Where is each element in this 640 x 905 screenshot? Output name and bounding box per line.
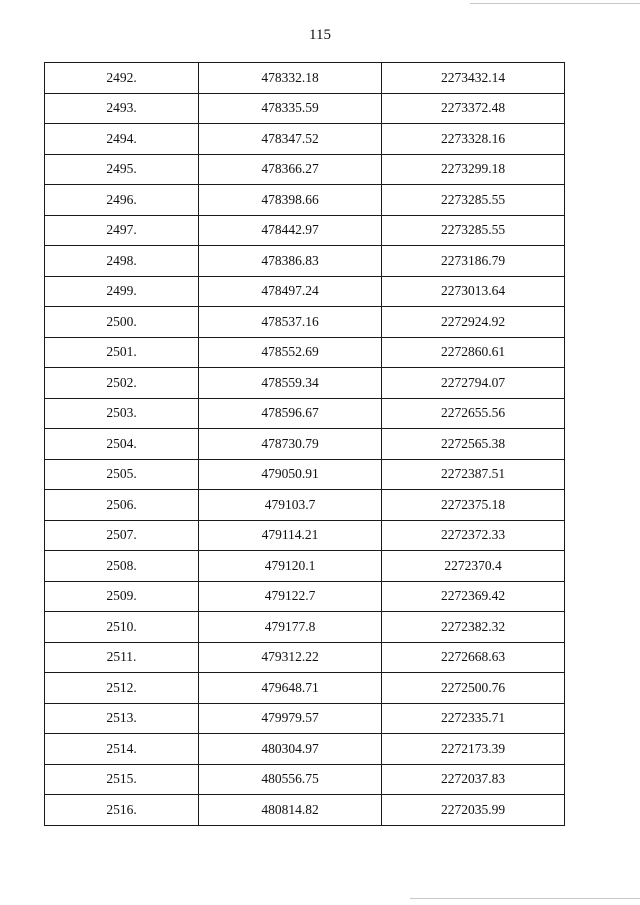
- table-row: [45, 795, 565, 826]
- x-coordinate-cell: 478332.18: [199, 63, 382, 94]
- point-number-cell: 2492.: [45, 63, 199, 94]
- page-number: 115: [309, 27, 331, 43]
- y-coordinate-cell: 2272375.18: [382, 490, 565, 521]
- point-number-cell: 2497.: [45, 215, 199, 246]
- point-number-cell: 2500.: [45, 307, 199, 338]
- table-row: [45, 734, 565, 765]
- point-number-cell: 2502.: [45, 368, 199, 399]
- x-coordinate-cell: 478559.34: [199, 368, 382, 399]
- x-coordinate-cell: 479050.91: [199, 459, 382, 490]
- x-coordinate-cell: 478366.27: [199, 154, 382, 185]
- table-row: [45, 459, 565, 490]
- coordinates-table-body: [45, 63, 565, 826]
- point-number-cell: 2514.: [45, 734, 199, 765]
- table-row: [45, 490, 565, 521]
- y-coordinate-cell: 2272335.71: [382, 703, 565, 734]
- x-coordinate-cell: 478552.69: [199, 337, 382, 368]
- point-number-cell: 2505.: [45, 459, 199, 490]
- table-row: [45, 185, 565, 216]
- y-coordinate-cell: 2272369.42: [382, 581, 565, 612]
- y-coordinate-cell: 2273186.79: [382, 246, 565, 277]
- x-coordinate-cell: 480304.97: [199, 734, 382, 765]
- x-coordinate-cell: 479114.21: [199, 520, 382, 551]
- point-number-cell: 2503.: [45, 398, 199, 429]
- table-row: [45, 581, 565, 612]
- table-row: [45, 673, 565, 704]
- x-coordinate-cell: 479312.22: [199, 642, 382, 673]
- x-coordinate-cell: 480814.82: [199, 795, 382, 826]
- coordinates-table: [44, 62, 565, 826]
- y-coordinate-cell: 2272860.61: [382, 337, 565, 368]
- point-number-cell: 2513.: [45, 703, 199, 734]
- point-number-cell: 2509.: [45, 581, 199, 612]
- y-coordinate-cell: 2272035.99: [382, 795, 565, 826]
- x-coordinate-cell: 479122.7: [199, 581, 382, 612]
- table-row: [45, 93, 565, 124]
- y-coordinate-cell: 2272382.32: [382, 612, 565, 643]
- scan-edge-line-top: [470, 3, 640, 4]
- table-row: [45, 63, 565, 94]
- point-number-cell: 2493.: [45, 93, 199, 124]
- point-number-cell: 2510.: [45, 612, 199, 643]
- point-number-cell: 2508.: [45, 551, 199, 582]
- point-number-cell: 2501.: [45, 337, 199, 368]
- x-coordinate-cell: 478442.97: [199, 215, 382, 246]
- table-row: [45, 307, 565, 338]
- table-row: [45, 368, 565, 399]
- table-row: [45, 124, 565, 155]
- point-number-cell: 2516.: [45, 795, 199, 826]
- x-coordinate-cell: 479648.71: [199, 673, 382, 704]
- y-coordinate-cell: 2272924.92: [382, 307, 565, 338]
- x-coordinate-cell: 478497.24: [199, 276, 382, 307]
- x-coordinate-cell: 479979.57: [199, 703, 382, 734]
- x-coordinate-cell: 479103.7: [199, 490, 382, 521]
- x-coordinate-cell: 478730.79: [199, 429, 382, 460]
- y-coordinate-cell: 2273328.16: [382, 124, 565, 155]
- x-coordinate-cell: 478537.16: [199, 307, 382, 338]
- table-row: [45, 337, 565, 368]
- y-coordinate-cell: 2273013.64: [382, 276, 565, 307]
- table-row: [45, 398, 565, 429]
- y-coordinate-cell: 2272500.76: [382, 673, 565, 704]
- y-coordinate-cell: 2273299.18: [382, 154, 565, 185]
- table-row: [45, 429, 565, 460]
- table-row: [45, 551, 565, 582]
- x-coordinate-cell: 479120.1: [199, 551, 382, 582]
- point-number-cell: 2512.: [45, 673, 199, 704]
- point-number-cell: 2498.: [45, 246, 199, 277]
- point-number-cell: 2494.: [45, 124, 199, 155]
- point-number-cell: 2504.: [45, 429, 199, 460]
- x-coordinate-cell: 478347.52: [199, 124, 382, 155]
- point-number-cell: 2506.: [45, 490, 199, 521]
- table-row: [45, 215, 565, 246]
- table-row: [45, 276, 565, 307]
- x-coordinate-cell: 478398.66: [199, 185, 382, 216]
- y-coordinate-cell: 2272565.38: [382, 429, 565, 460]
- y-coordinate-cell: 2272668.63: [382, 642, 565, 673]
- table-row: [45, 612, 565, 643]
- point-number-cell: 2507.: [45, 520, 199, 551]
- table-row: [45, 154, 565, 185]
- y-coordinate-cell: 2272173.39: [382, 734, 565, 765]
- table-row: [45, 246, 565, 277]
- y-coordinate-cell: 2272037.83: [382, 764, 565, 795]
- y-coordinate-cell: 2272370.4: [382, 551, 565, 582]
- point-number-cell: 2495.: [45, 154, 199, 185]
- table-row: [45, 520, 565, 551]
- y-coordinate-cell: 2273432.14: [382, 63, 565, 94]
- y-coordinate-cell: 2273285.55: [382, 215, 565, 246]
- point-number-cell: 2515.: [45, 764, 199, 795]
- point-number-cell: 2499.: [45, 276, 199, 307]
- table-row: [45, 703, 565, 734]
- x-coordinate-cell: 478596.67: [199, 398, 382, 429]
- y-coordinate-cell: 2272655.56: [382, 398, 565, 429]
- y-coordinate-cell: 2272372.33: [382, 520, 565, 551]
- x-coordinate-cell: 478386.83: [199, 246, 382, 277]
- table-row: [45, 764, 565, 795]
- y-coordinate-cell: 2273372.48: [382, 93, 565, 124]
- table-row: [45, 642, 565, 673]
- x-coordinate-cell: 478335.59: [199, 93, 382, 124]
- y-coordinate-cell: 2273285.55: [382, 185, 565, 216]
- scan-edge-line-bottom: [410, 898, 640, 899]
- x-coordinate-cell: 480556.75: [199, 764, 382, 795]
- point-number-cell: 2511.: [45, 642, 199, 673]
- y-coordinate-cell: 2272387.51: [382, 459, 565, 490]
- x-coordinate-cell: 479177.8: [199, 612, 382, 643]
- point-number-cell: 2496.: [45, 185, 199, 216]
- y-coordinate-cell: 2272794.07: [382, 368, 565, 399]
